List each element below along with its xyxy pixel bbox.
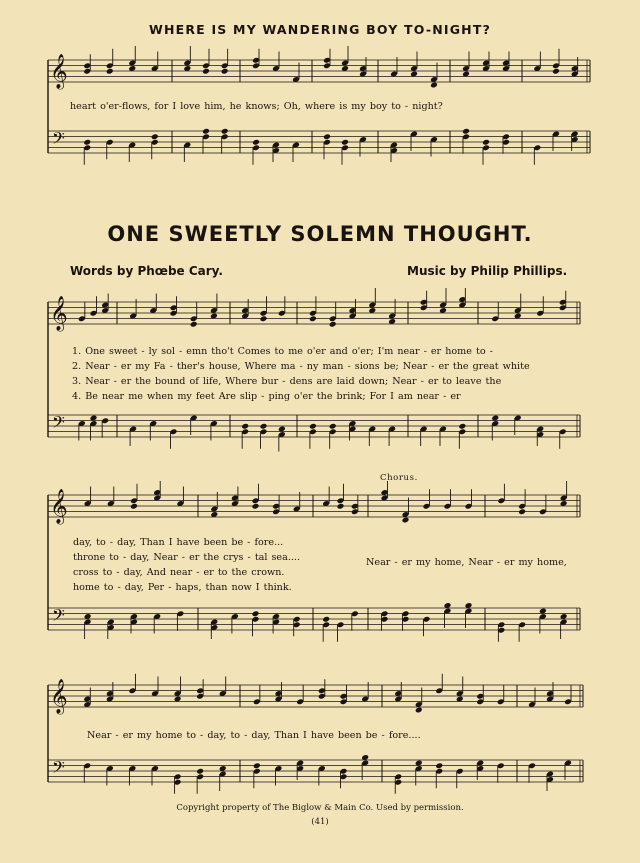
treble-clef-1: 𝄞 xyxy=(50,54,68,89)
verse-3-line-1: 3. Near - er the bound of life, Where bur - dens are laid down; Near - er to leave the xyxy=(72,376,502,387)
treble-note xyxy=(415,707,423,714)
bass-note xyxy=(196,768,204,775)
words-credit: Words by Phœbe Cary. xyxy=(70,264,223,278)
bass-note xyxy=(329,423,337,430)
treble-note xyxy=(430,82,438,89)
treble-note xyxy=(190,321,198,328)
bass-note xyxy=(202,128,210,135)
treble-note xyxy=(202,68,210,75)
treble-note xyxy=(337,503,345,510)
treble-note xyxy=(252,503,260,510)
verse-2-line-2: throne to - day, Near - er the crys - tal sea.... xyxy=(73,552,301,563)
bass-note xyxy=(151,133,159,140)
verse-1-line-1: 1. One sweet - ly sol - emn tho't Comes to me o'er and o'er; I'm near - er home to - xyxy=(72,346,493,357)
copyright-line: Copyright property of The Biglow & Main Co. Used by permission. xyxy=(176,803,464,813)
verse-4-line-1: 4. Be near me when my feet Are slip - ping o'er the brink; For I am near - er xyxy=(72,391,461,402)
bass-note xyxy=(252,610,260,617)
treble-note xyxy=(552,68,560,75)
chorus-lyric-2: Near - er my home to - day, to - day, Than I have been be - fore.... xyxy=(87,730,421,741)
bass-note xyxy=(309,423,317,430)
bass-note xyxy=(260,423,268,430)
music-credit: Music by Philip Phillips. xyxy=(407,264,568,278)
treble-clef-3: 𝄞 xyxy=(50,489,68,524)
bass-note xyxy=(241,423,249,430)
treble-clef-2: 𝄞 xyxy=(50,296,68,331)
bass-note xyxy=(435,762,443,769)
bass-note xyxy=(462,128,470,135)
treble-note xyxy=(130,503,138,510)
treble-note xyxy=(402,517,410,524)
treble-note xyxy=(221,68,229,75)
chorus-lyric-1: Near - er my home, Near - er my home, xyxy=(366,557,567,568)
bass-note xyxy=(482,139,490,146)
bass-note xyxy=(341,139,349,146)
bass-clef-4: 𝄢 xyxy=(52,757,65,781)
bass-note xyxy=(322,616,330,623)
bass-note xyxy=(252,139,260,146)
treble-note xyxy=(309,315,317,322)
treble-note xyxy=(518,508,526,515)
treble-note xyxy=(329,321,337,328)
verse-4-line-2: home to - day, Per - haps, than now I think. xyxy=(73,582,292,593)
system-1-lyric: heart o'er-flows, for I love him, he knows; Oh, where is my boy to - night? xyxy=(70,101,443,112)
treble-note xyxy=(106,68,114,75)
verse-3-line-2: cross to - day, And near - er to the crown. xyxy=(73,567,285,578)
hymn-title: ONE SWEETLY SOLEMN THOUGHT. xyxy=(107,222,533,246)
treble-clef-4: 𝄞 xyxy=(50,679,68,714)
verse-1-line-2: day, to - day, Than I have been be - fore... xyxy=(73,537,284,548)
chorus-label: Chorus. xyxy=(380,473,418,483)
bass-note xyxy=(221,128,229,135)
running-head: WHERE IS MY WANDERING BOY TO-NIGHT? xyxy=(148,22,492,37)
bass-clef-3: 𝄢 xyxy=(52,605,65,629)
bass-clef-2: 𝄢 xyxy=(52,412,65,436)
bass-note xyxy=(458,423,466,430)
bass-clef-1: 𝄢 xyxy=(52,128,65,152)
bass-note xyxy=(323,133,331,140)
bass-note xyxy=(253,762,261,769)
page-number: (41) xyxy=(311,817,329,827)
verse-2-line-1: 2. Near - er my Fa - ther's house, Where ma - ny man - sions be; Near - er the great white xyxy=(72,361,530,372)
bass-note xyxy=(83,139,91,146)
treble-note xyxy=(260,315,268,322)
